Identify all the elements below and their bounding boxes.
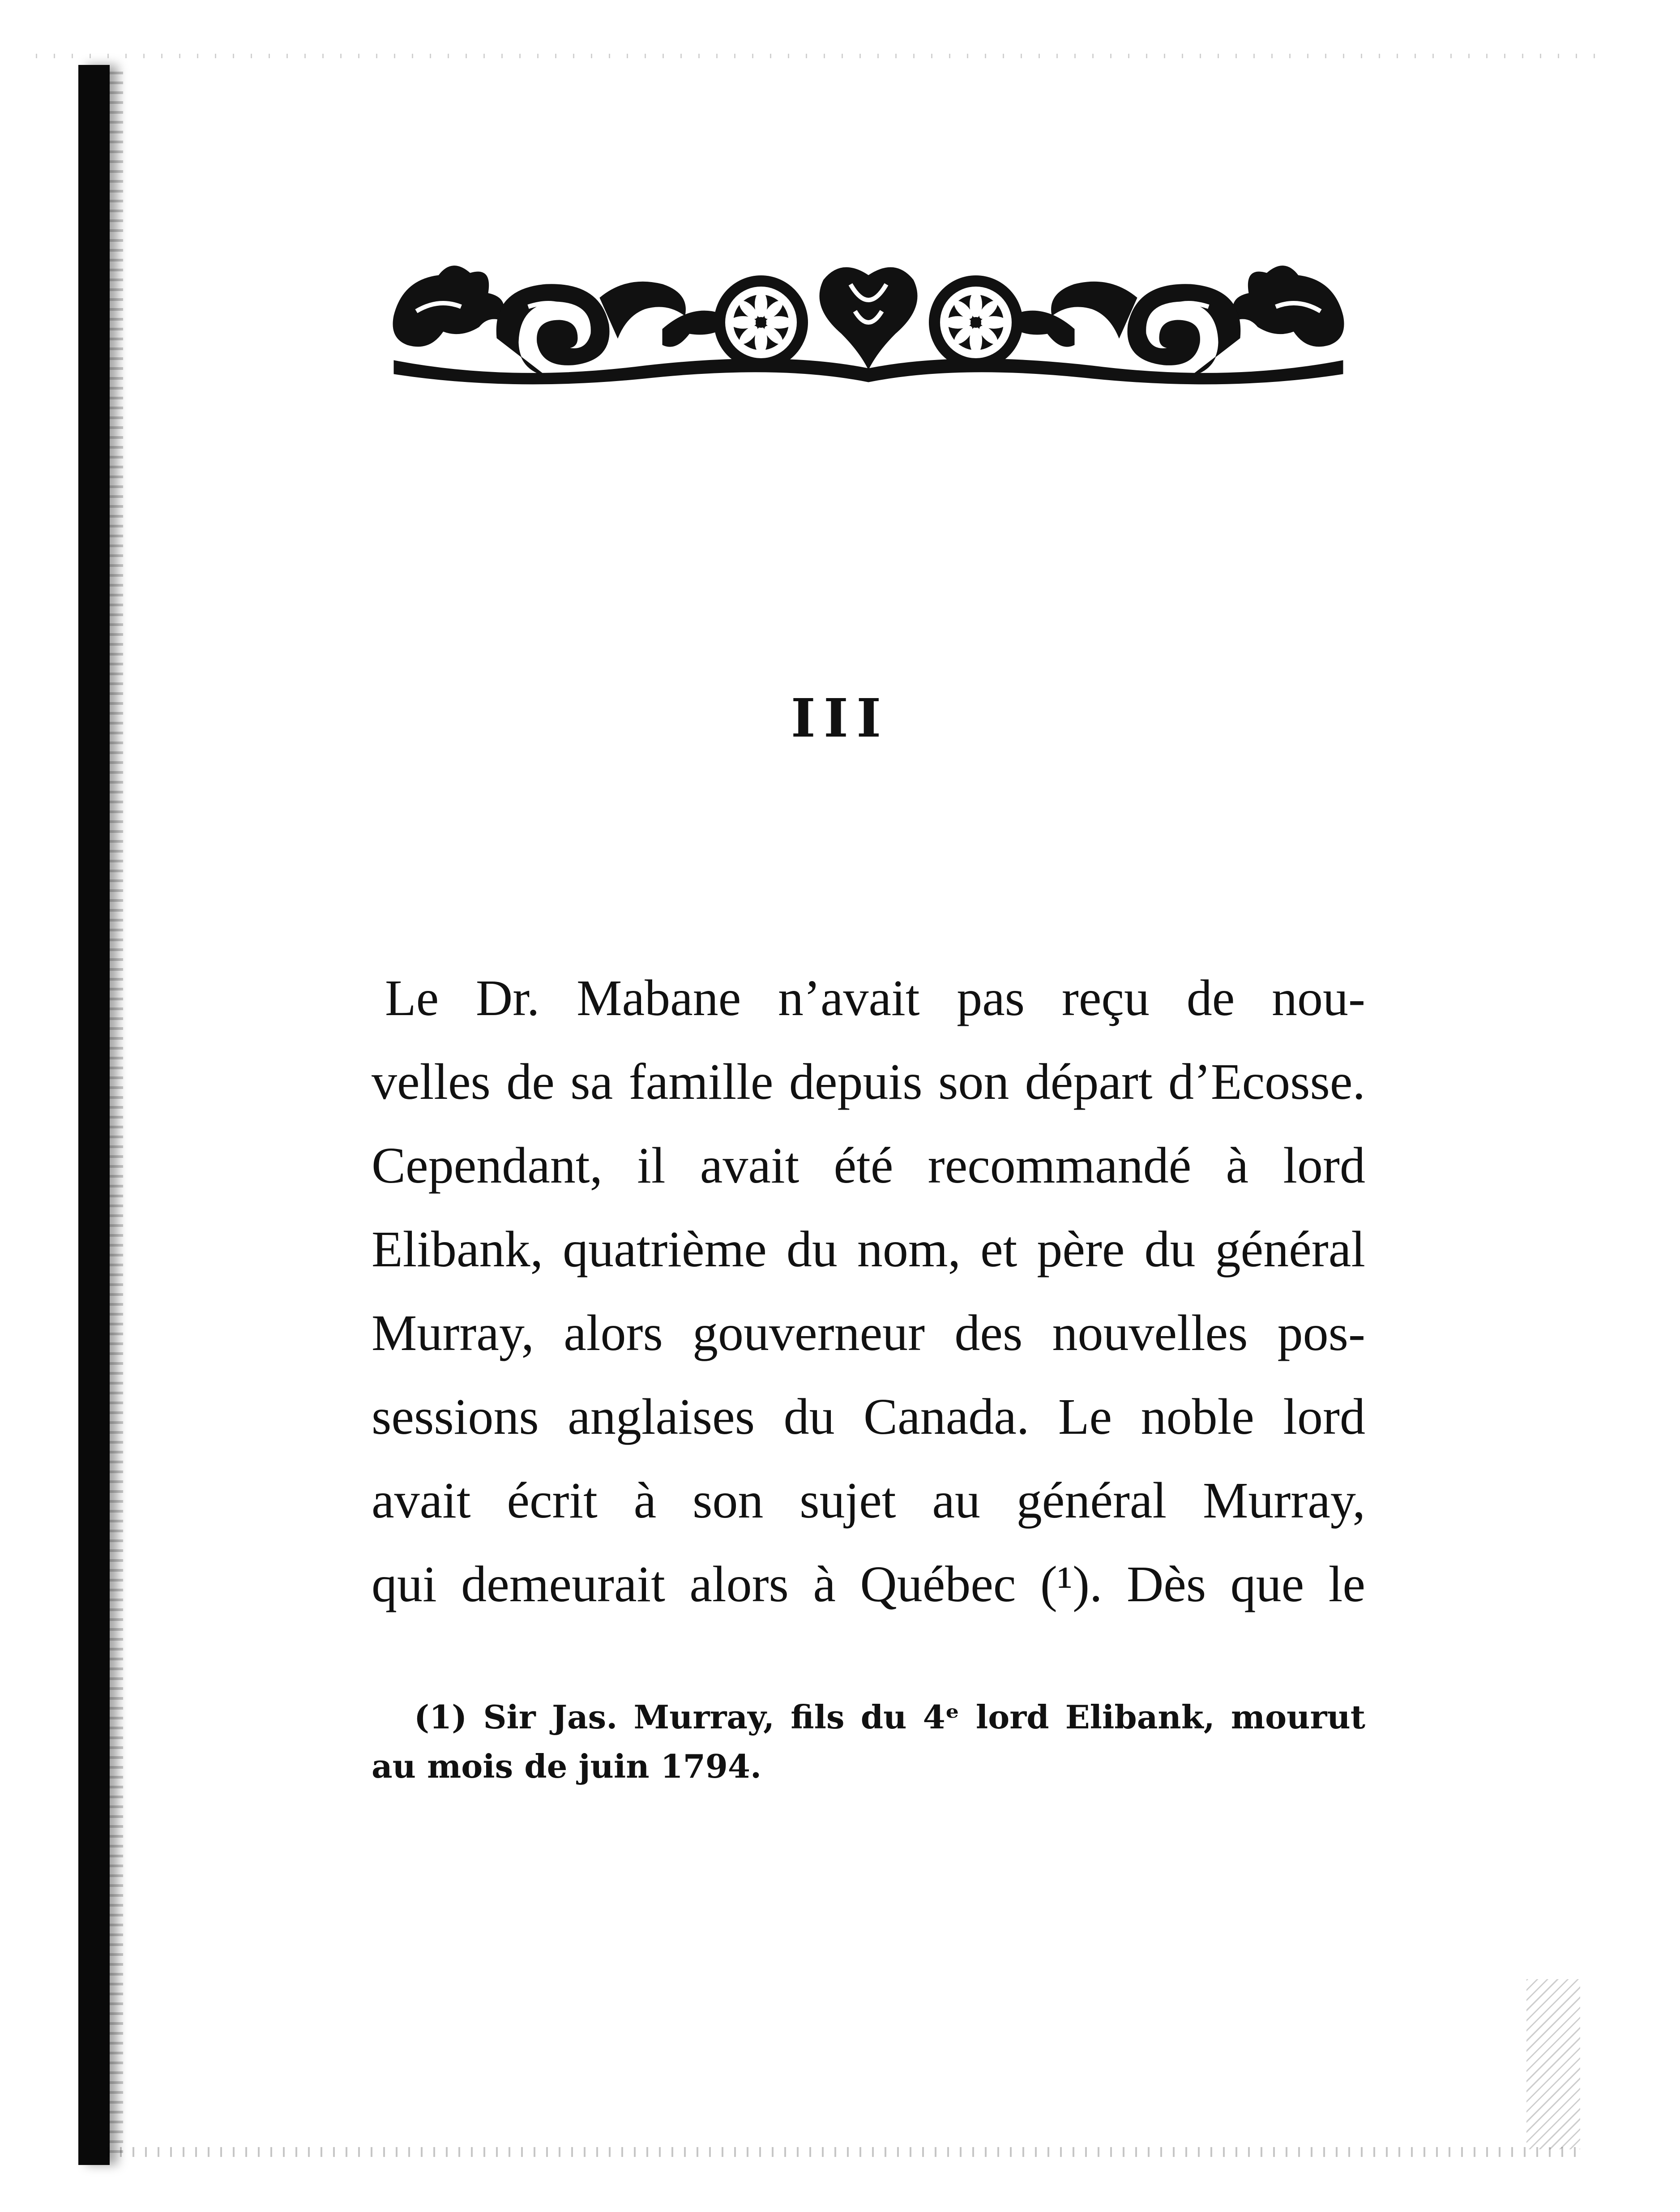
footnote-line: au mois de juin 1794.	[372, 1747, 762, 1785]
body-line: Elibank, quatrième du nom, et père du général	[372, 1221, 1365, 1277]
scan-top-edge	[36, 54, 1603, 58]
body-line: avait écrit à son sujet au général Murray,	[372, 1472, 1365, 1529]
body-line: velles de sa famille depuis son départ d’Ecosse.	[372, 1053, 1365, 1110]
floral-headpiece-icon	[376, 249, 1361, 392]
chapter-number: III	[791, 687, 889, 749]
binding-shadow	[110, 72, 123, 2158]
body-line: Le Dr. Mabane n’avait pas reçu de nou-	[385, 969, 1365, 1026]
footnote	[372, 1693, 1365, 1791]
binding-edge	[78, 65, 110, 2165]
body-paragraph	[372, 956, 1365, 1626]
body-line: sessions anglaises du Canada. Le noble lord	[372, 1388, 1365, 1445]
footnote-line: (1) Sir Jas. Murray, fils du 4ᵉ lord Elibank, mourut	[414, 1698, 1365, 1736]
scan-bottom-edge	[107, 2147, 1585, 2157]
body-line: Murray, alors gouverneur des nouvelles pos-	[372, 1304, 1365, 1361]
body-line: qui demeurait alors à Québec (¹). Dès que le	[372, 1556, 1365, 1612]
scan-corner-wear	[1526, 1979, 1580, 2149]
body-line: Cependant, il avait été recommandé à lord	[372, 1137, 1365, 1194]
